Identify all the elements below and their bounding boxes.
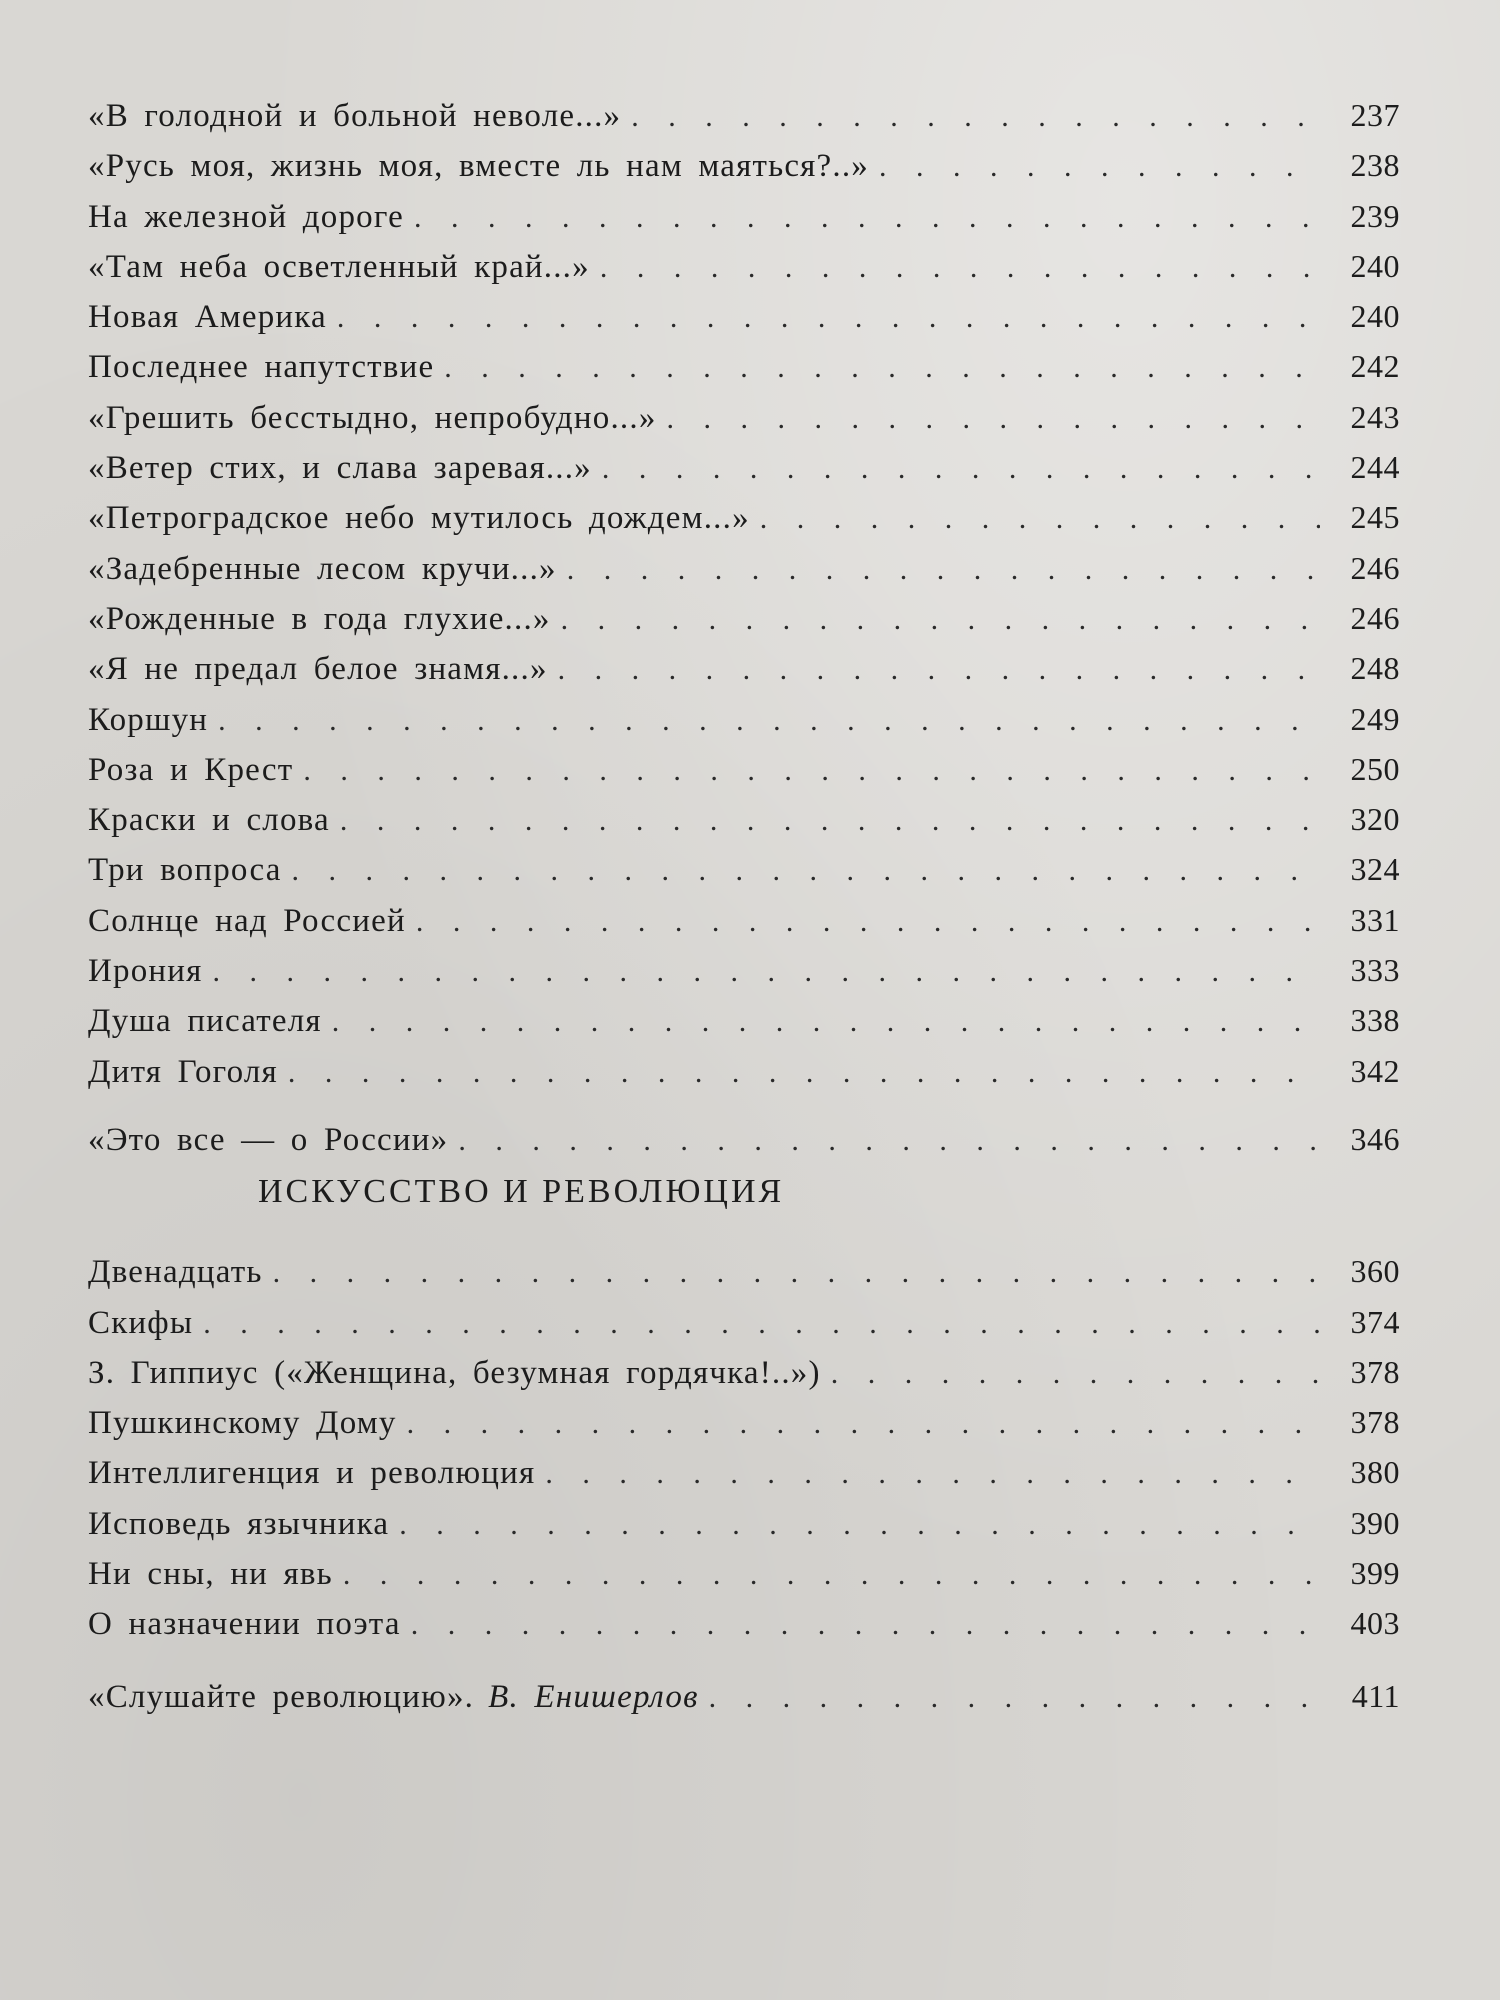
entry-page-number: 246 bbox=[1350, 599, 1400, 636]
entry-title: Ни сны, ни явь bbox=[88, 1556, 333, 1593]
leader-dots bbox=[458, 1116, 1320, 1166]
entry-page-number: 248 bbox=[1350, 650, 1400, 687]
entry-title: «Это все — о России» bbox=[88, 1121, 449, 1158]
toc-entry bbox=[88, 1046, 1400, 1096]
toc-entry bbox=[88, 1347, 1400, 1397]
toc-entry bbox=[88, 995, 1400, 1045]
toc-entry bbox=[88, 895, 1400, 945]
entry-title: Душа писателя bbox=[88, 1003, 322, 1040]
toc-entry-afterword bbox=[88, 1671, 1400, 1721]
entry-page-number: 411 bbox=[1351, 1677, 1400, 1714]
entry-page-number: 374 bbox=[1350, 1303, 1400, 1340]
leader-dots bbox=[667, 394, 1320, 444]
entry-page-number: 378 bbox=[1350, 1353, 1400, 1390]
leader-dots bbox=[411, 1600, 1320, 1650]
leader-dots bbox=[558, 645, 1320, 695]
toc-entry bbox=[88, 442, 1400, 492]
toc-entry bbox=[88, 191, 1400, 241]
entry-page-number: 380 bbox=[1350, 1454, 1400, 1491]
leader-dots bbox=[831, 1349, 1320, 1399]
entry-title: Краски и слова bbox=[88, 802, 330, 839]
leader-dots bbox=[340, 796, 1320, 846]
entry-title: Двенадцать bbox=[88, 1254, 263, 1291]
toc-entry bbox=[88, 1397, 1400, 1447]
entry-title: «Задебренные лесом кручи...» bbox=[88, 550, 557, 587]
leader-dots bbox=[332, 997, 1320, 1047]
toc-entry bbox=[88, 492, 1400, 542]
entry-page-number: 399 bbox=[1350, 1555, 1400, 1592]
entry-page-number: 239 bbox=[1350, 197, 1400, 234]
entry-title: Роза и Крест bbox=[88, 751, 294, 788]
entry-title: «Я не предал белое знамя...» bbox=[88, 651, 548, 688]
afterword-author: В. Енишерлов bbox=[488, 1678, 699, 1715]
entry-page-number: 390 bbox=[1350, 1504, 1400, 1541]
entry-title: «Грешить бесстыдно, непробудно...» bbox=[88, 399, 657, 436]
entry-page-number: 250 bbox=[1350, 750, 1400, 787]
toc-entry bbox=[88, 1246, 1400, 1296]
entry-title: Последнее напутствие bbox=[88, 349, 435, 386]
toc-entry bbox=[88, 392, 1400, 442]
leader-dots bbox=[303, 746, 1320, 796]
leader-dots bbox=[337, 293, 1320, 343]
toc-entry bbox=[88, 241, 1400, 291]
toc-entry bbox=[88, 543, 1400, 593]
toc-entry bbox=[88, 844, 1400, 894]
entry-page-number: 320 bbox=[1350, 801, 1400, 838]
entry-page-number: 346 bbox=[1350, 1120, 1400, 1157]
entry-title: Скифы bbox=[88, 1304, 194, 1341]
leader-dots bbox=[343, 1550, 1320, 1600]
entry-page-number: 245 bbox=[1350, 499, 1400, 536]
toc-entry bbox=[88, 1598, 1400, 1648]
entry-page-number: 331 bbox=[1350, 901, 1400, 938]
toc-entry bbox=[88, 1548, 1400, 1598]
leader-dots bbox=[567, 545, 1320, 595]
entry-page-number: 333 bbox=[1350, 952, 1400, 989]
toc-group-revolution bbox=[88, 1246, 1400, 1648]
entry-title: Пушкинскому Дому bbox=[88, 1405, 397, 1442]
leader-dots bbox=[292, 846, 1320, 896]
toc-entry bbox=[88, 945, 1400, 995]
leader-dots bbox=[218, 696, 1320, 746]
entry-title bbox=[88, 1672, 699, 1722]
toc-entry bbox=[88, 794, 1400, 844]
leader-dots bbox=[561, 595, 1320, 645]
leader-dots bbox=[399, 1500, 1320, 1550]
entry-page-number: 237 bbox=[1350, 97, 1400, 133]
section-heading: ИСКУССТВО И РЕВОЛЮЦИЯ bbox=[258, 1173, 785, 1211]
toc-entry bbox=[88, 291, 1400, 341]
toc-entry bbox=[88, 593, 1400, 643]
entry-title: «В голодной и больной неволе...» bbox=[88, 98, 622, 134]
leader-dots bbox=[407, 1399, 1320, 1449]
leader-dots bbox=[631, 92, 1320, 142]
entry-title: Интеллигенция и революция bbox=[88, 1455, 536, 1492]
entry-page-number: 342 bbox=[1350, 1052, 1400, 1089]
leader-dots bbox=[602, 444, 1320, 494]
entry-page-number: 246 bbox=[1350, 549, 1400, 586]
entry-title: На железной дороге bbox=[88, 198, 405, 235]
entry-title: Новая Америка bbox=[88, 299, 327, 336]
entry-title: О назначении поэта bbox=[88, 1606, 401, 1643]
toc-entry bbox=[88, 1447, 1400, 1497]
leader-dots bbox=[213, 947, 1320, 997]
entry-page-number: 338 bbox=[1350, 1002, 1400, 1039]
leader-dots bbox=[600, 243, 1320, 293]
entry-page-number: 240 bbox=[1350, 247, 1400, 284]
entry-title: «Петроградское небо мутилось дождем...» bbox=[88, 500, 750, 537]
entry-title: Коршун bbox=[88, 701, 209, 738]
toc-entry bbox=[88, 341, 1400, 391]
leader-dots bbox=[273, 1248, 1320, 1298]
entry-page-number: 249 bbox=[1350, 700, 1400, 737]
leader-dots bbox=[760, 494, 1320, 544]
entry-title: Три вопроса bbox=[88, 852, 282, 889]
toc-entry bbox=[88, 1297, 1400, 1347]
leader-dots bbox=[416, 897, 1320, 947]
table-of-contents bbox=[88, 90, 1400, 1721]
toc-entry bbox=[88, 694, 1400, 744]
leader-dots bbox=[709, 1673, 1320, 1723]
entry-title: Ирония bbox=[88, 953, 203, 990]
toc-entry bbox=[88, 1498, 1400, 1548]
leader-dots bbox=[414, 193, 1320, 243]
toc-group-poems bbox=[88, 90, 1400, 1096]
entry-page-number: 243 bbox=[1350, 398, 1400, 435]
entry-title: Дитя Гоголя bbox=[88, 1053, 278, 1090]
toc-entry bbox=[88, 90, 1400, 140]
entry-title: «Рожденные в года глухие...» bbox=[88, 600, 551, 637]
entry-page-number: 378 bbox=[1350, 1404, 1400, 1441]
toc-entry bbox=[88, 744, 1400, 794]
entry-title: «Там неба осветленный край...» bbox=[88, 248, 590, 285]
entry-title: З. Гиппиус («Женщина, безумная гордячка!..») bbox=[88, 1354, 821, 1391]
entry-page-number: 403 bbox=[1350, 1605, 1400, 1642]
entry-title: «Ветер стих, и слава заревая...» bbox=[88, 450, 592, 487]
entry-page-number: 240 bbox=[1350, 298, 1400, 335]
toc-entry bbox=[88, 140, 1400, 190]
entry-title: Исповедь язычника bbox=[88, 1505, 390, 1542]
toc-entry bbox=[88, 643, 1400, 693]
entry-page-number: 242 bbox=[1350, 348, 1400, 385]
entry-page-number: 324 bbox=[1350, 851, 1400, 888]
entry-title: «Русь моя, жизнь моя, вместе ль нам маяться?..» bbox=[88, 148, 869, 185]
entry-page-number: 360 bbox=[1350, 1253, 1400, 1290]
leader-dots bbox=[545, 1449, 1320, 1499]
leader-dots bbox=[879, 142, 1320, 192]
toc-entry-essay bbox=[88, 1114, 1400, 1164]
leader-dots bbox=[288, 1048, 1320, 1098]
entry-title: Солнце над Россией bbox=[88, 902, 406, 939]
leader-dots bbox=[203, 1299, 1320, 1349]
entry-page-number: 238 bbox=[1350, 147, 1400, 184]
leader-dots bbox=[444, 343, 1320, 393]
afterword-title: «Слушайте революцию». bbox=[88, 1678, 475, 1715]
entry-page-number: 244 bbox=[1350, 449, 1400, 486]
